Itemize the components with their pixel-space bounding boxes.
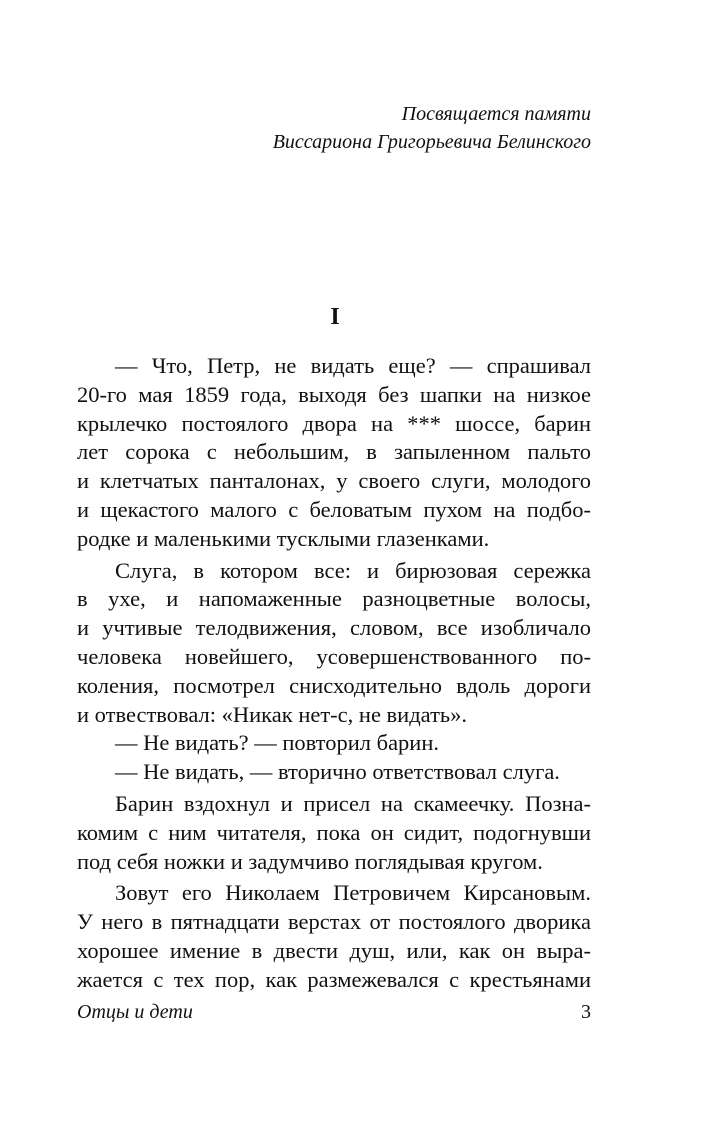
text-line: хорошее имение в двести душ, или, как он выра- [77, 937, 591, 963]
text-line: 20-го мая 1859 года, выходя без шапки на низкое [77, 381, 591, 407]
paragraph [77, 729, 591, 758]
text-line: и учтивые телодвижения, словом, все изобличало [77, 615, 591, 641]
text-line: Барин вздохнул и присел на скамеечку. Позна- [115, 790, 591, 816]
text-line: Слуга, в котором все: и бирюзовая сережка [115, 557, 591, 583]
text-line: комим с ним читателя, пока он сидит, подогнувши [77, 819, 591, 845]
text-line: человека новейшего, усовершенствованного по- [77, 643, 591, 669]
chapter-text [77, 352, 591, 995]
text-line: и щекастого малого с беловатым пухом на подбо- [77, 496, 591, 522]
text-line: лет сорока с небольшим, в запыленном пальто [77, 439, 591, 465]
text-line: коления, посмотрел снисходительно вдоль дороги [77, 672, 591, 698]
chapter-number: I [330, 304, 340, 330]
text-line: жается с тех пор, как размежевался с крестьянами [77, 966, 591, 992]
dedication-line-2: Виссариона Григорьевича Белинского [272, 131, 591, 153]
paragraph [77, 758, 591, 787]
text-line: и клетчатых панталонах, у своего слуги, молодого [77, 468, 591, 494]
text-line: в ухе, и напомаженные разноцветные волосы, [77, 586, 591, 612]
paragraph [77, 352, 591, 554]
page-number: 3 [581, 1001, 591, 1023]
text-line: и отвествовал: «Никак нет-с, не видать». [77, 701, 468, 727]
paragraph [77, 557, 591, 730]
paragraph [77, 790, 591, 876]
paragraph [77, 879, 591, 994]
text-line: У него в пятнадцати верстах от постоялого дворика [77, 909, 591, 935]
text-line: Зовут его Николаем Петровичем Кирсановым. [115, 880, 591, 906]
text-line: — Что, Петр, не видать еще? — спрашивал [115, 353, 591, 378]
text-line: — Не видать, — вторично ответствовал слуга. [115, 759, 560, 785]
text-line: под себя ножки и задумчиво поглядывая кругом. [77, 848, 543, 874]
running-title: Отцы и дети [77, 1001, 193, 1023]
text-line: крылечко постоялого двора на *** шоссе, барин [77, 410, 591, 436]
text-line: — Не видать? — повторил барин. [115, 730, 440, 756]
dedication [273, 100, 591, 156]
dedication-line-1: Посвящается памяти [401, 103, 591, 125]
text-line: родке и маленькими тусклыми глазенками. [77, 525, 490, 551]
